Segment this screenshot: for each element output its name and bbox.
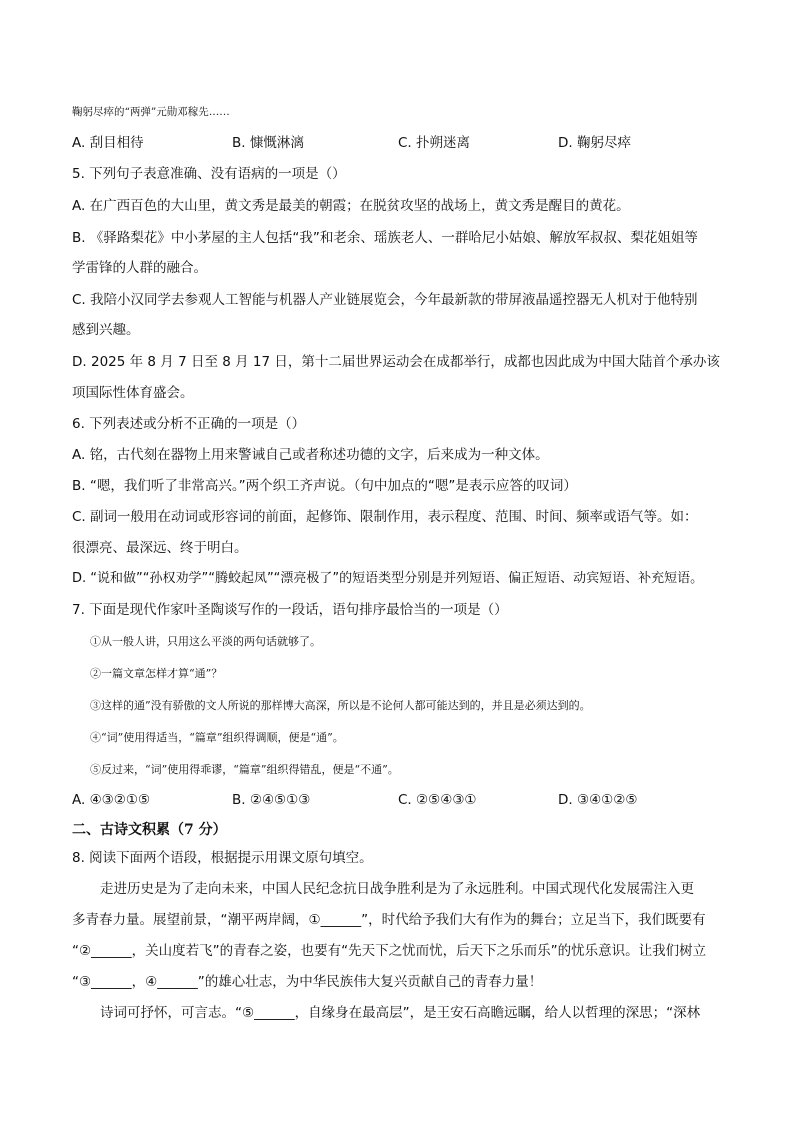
q7-option-d: D. ③④①②⑤ [558,792,638,808]
q6-option-c-line1: C. 副词一般用在动词或形容词的前面，起修饰、限制作用，表示程度、范围、时间、频率或语气等。如： [72,509,698,525]
question-7: 7. 下面是现代作家叶圣陶谈写作的一段话，语句排序最恰当的一项是（） [72,602,508,618]
q7-sentence-4: ④“词”使用得适当，“篇章”组织得调顺，便是“通”。 [90,731,344,744]
q5-option-c-line1: C. 我陪小汉同学去参观人工智能与机器人产业链展览会，今年最新款的带屏液晶遥控器无人机对于他特别 [72,292,698,308]
q7-sentence-1: ①从一般人讲，只用这么平淡的两句话就够了。 [90,635,321,648]
q6-option-a: A. 铭，古代刻在器物上用来警诫自己或者称述功德的文字，后来成为一种文体。 [72,447,549,463]
q5-option-b-line2: 学雷锋的人群的融合。 [72,260,207,276]
q7-sentence-3: ③这样的通”没有骄傲的文人所说的那样博大高深，所以是不论何人都可能达到的，并且是必须达到的。 [90,699,591,712]
passage-line-2: 多青春力量。展望前景，“潮平两岸阔，①______”，时代给予我们大有作为的舞台；立足当下，我们既要有 [72,912,706,928]
q6-option-c-line2: 很漂亮、最深远、终于明白。 [72,540,248,556]
q7-option-c: C. ②⑤④③① [398,792,477,808]
passage-line-4: “③______，④______”的雄心壮志，为中华民族伟大复兴贡献自己的青春力量！ [72,974,543,990]
q4-option-a: A. 刮目相待 [72,135,144,151]
passage-line-5: 诗词可抒怀，可言志。“⑤______，自缘身在最高层”，是王安石高瞻远瞩，给人以哲理的深思；“深林 [100,1005,701,1021]
q4-option-b: B. 慷慨淋漓 [232,135,304,151]
q4-option-c: C. 扑朔迷离 [398,135,471,151]
question-8: 8. 阅读下面两个语段，根据提示用课文原句填空。 [72,850,373,866]
passage-line-3: “②______，关山度若飞”的青春之姿，也要有“先天下之忧而忧，后天下之乐而乐”的忧乐意识。让我们树立 [72,943,707,959]
question-6: 6. 下列表述或分析不正确的一项是（） [72,416,306,432]
q5-option-d-line2: 项国际性体育盛会。 [72,385,194,401]
question-5: 5. 下列句子表意准确、没有语病的一项是（） [72,166,346,182]
q7-sentence-2: ②一篇文章怎样才算“通”？ [90,667,223,680]
q7-option-a: A. ④③②①⑤ [72,792,151,808]
q5-option-d-line1: D. 2025 年 8 月 7 日至 8 月 17 日，第十二届世界运动会在成都举行，成都也因此成为中国大陆首个承办该 [72,354,720,370]
q6-option-b: B. “嗯，我们听了非常高兴。”两个织工齐声说。（句中加点的“嗯”是表示应答的叹词） [72,478,577,494]
q7-sentence-5: ⑤反过来，“词”使用得乖谬，“篇章”组织得错乱，便是“不通”。 [90,763,399,776]
q7-option-b: B. ②④⑤①③ [232,792,311,808]
q6-option-d: D. “说和做”“孙权劝学”“腾蛟起凤”“漂亮极了”的短语类型分别是并列短语、偏正短语、动宾短语、补充短语。 [72,571,704,586]
q5-option-b-line1: B. 《驿路梨花》中小茅屋的主人包括“我”和老余、瑶族老人、一群哈尼小姑娘、解放军叔叔、梨花姐姐等 [72,230,698,246]
q5-option-a: A. 在广西百色的大山里，黄文秀是最美的朝霞；在脱贫攻坚的战场上，黄文秀是醒目的黄花。 [72,198,630,214]
text-line-continuation: 鞠躬尽瘁的“两弹”元勋邓稼先…… [72,106,230,118]
q5-option-c-line2: 感到兴趣。 [72,322,140,338]
passage-line-1: 走进历史是为了走向未来，中国人民纪念抗日战争胜利是为了永远胜利。中国式现代化发展需注入更 [100,881,694,897]
section-heading-2: 二、古诗文积累（7 分） [72,822,227,838]
q4-option-d: D. 鞠躬尽瘁 [558,135,631,151]
